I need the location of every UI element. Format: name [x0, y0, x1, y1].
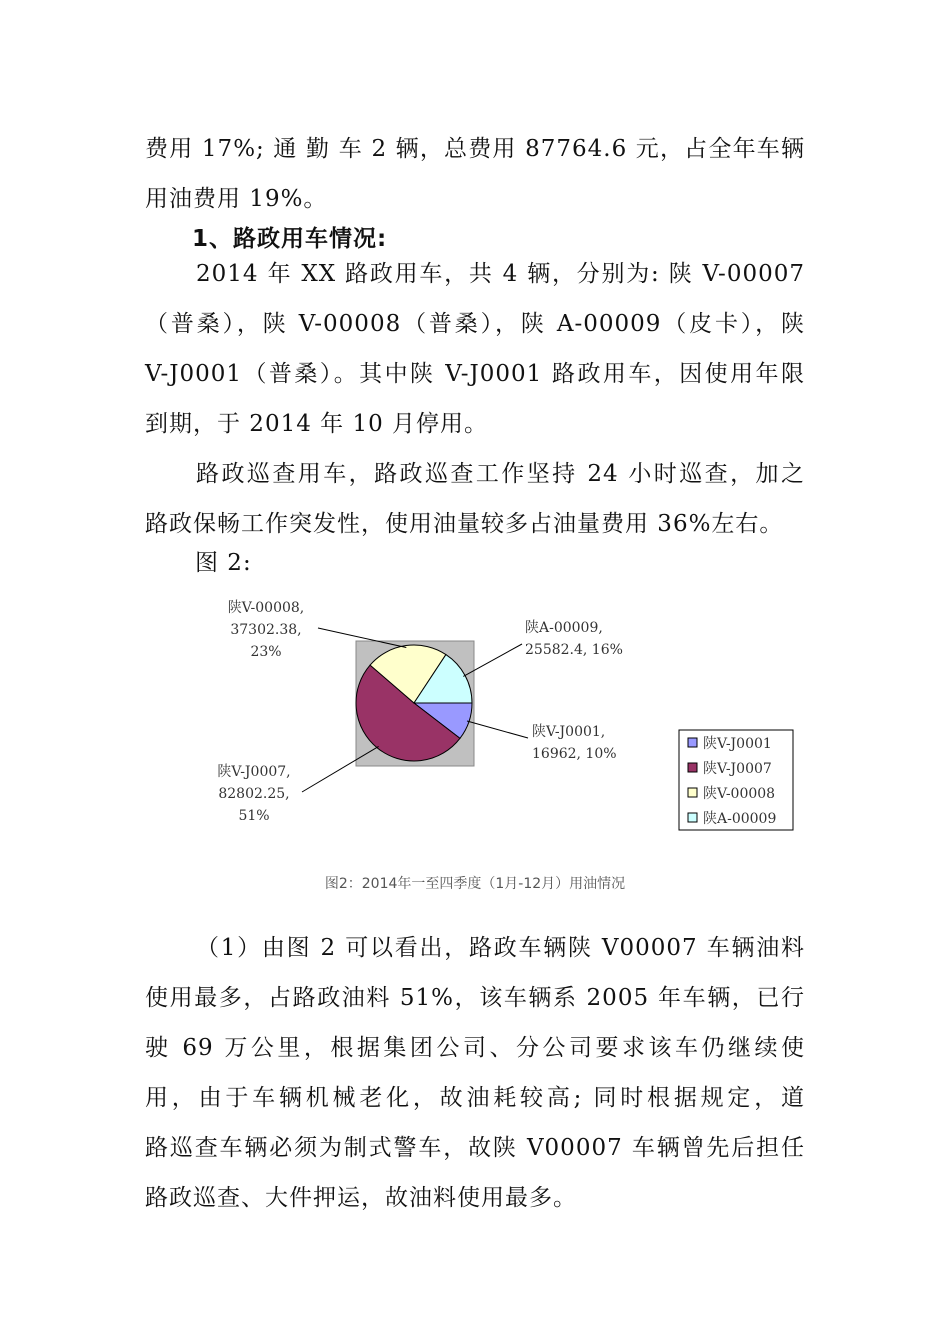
paragraph-line: 驶 69 万公里，根据集团公司、分公司要求该车仍继续使 [145, 1035, 805, 1061]
leader-line [467, 721, 528, 738]
legend-label: 陕V-J0007 [703, 761, 772, 777]
section-heading: 1、路政用车情况: [192, 226, 388, 252]
data-label: 23% [250, 644, 282, 660]
figure-label: 图 2: [195, 550, 252, 576]
paragraph-line: 路政巡查用车，路政巡查工作坚持 24 小时巡查，加之 [196, 461, 805, 487]
data-label: 25582.4, 16% [525, 642, 623, 658]
legend-label: 陕V-00008 [703, 786, 776, 802]
data-label: 16962, 10% [532, 746, 617, 762]
data-label: 陕V-J0001, [532, 724, 606, 740]
paragraph-line: 2014 年 XX 路政用车，共 4 辆，分别为: 陕 V-00007 [196, 261, 805, 287]
data-label: 陕A-00009, [525, 620, 603, 636]
legend-swatch [688, 738, 697, 747]
data-label: 37302.38, [230, 622, 302, 638]
paragraph-line: 费用 17%; 通 勤 车 2 辆，总费用 87764.6 元，占全年车辆 [145, 136, 805, 162]
paragraph-line: 用，由于车辆机械老化，故油耗较高; 同时根据规定，道 [145, 1085, 805, 1111]
data-label: 陕V-J0007, [217, 764, 291, 780]
paragraph-line: 用油费用 19%。 [145, 186, 328, 212]
paragraph-line: （1）由图 2 可以看出，路政车辆陕 V00007 车辆油料 [196, 935, 805, 961]
paragraph-line: 路巡查车辆必须为制式警车，故陕 V00007 车辆曾先后担任 [145, 1135, 805, 1161]
legend-swatch [688, 763, 697, 772]
leader-line [302, 746, 379, 792]
paragraph-line: 到期，于 2014 年 10 月停用。 [145, 411, 489, 437]
legend-label: 陕A-00009 [703, 811, 777, 827]
legend-swatch [688, 788, 697, 797]
paragraph-line: 路政巡查、大件押运，故油料使用最多。 [145, 1185, 577, 1211]
data-label: 51% [238, 808, 270, 824]
legend-swatch [688, 813, 697, 822]
paragraph-line: （普桑），陕 V-00008（普桑），陕 A-00009（皮卡），陕 [145, 311, 805, 337]
paragraph-line: 使用最多，占路政油料 51%，该车辆系 2005 年车辆，已行 [145, 985, 805, 1011]
data-label: 陕V-00008, [227, 600, 305, 616]
paragraph-line: V-J0001（普桑）。其中陕 V-J0001 路政用车，因使用年限 [145, 361, 805, 387]
data-label: 82802.25, [218, 786, 290, 802]
legend-label: 陕V-J0001 [703, 736, 772, 752]
figure-caption: 图2：2014年一至四季度（1月-12月）用油情况 [324, 876, 626, 892]
paragraph-line: 路政保畅工作突发性，使用油量较多占油量费用 36%左右。 [145, 511, 784, 537]
